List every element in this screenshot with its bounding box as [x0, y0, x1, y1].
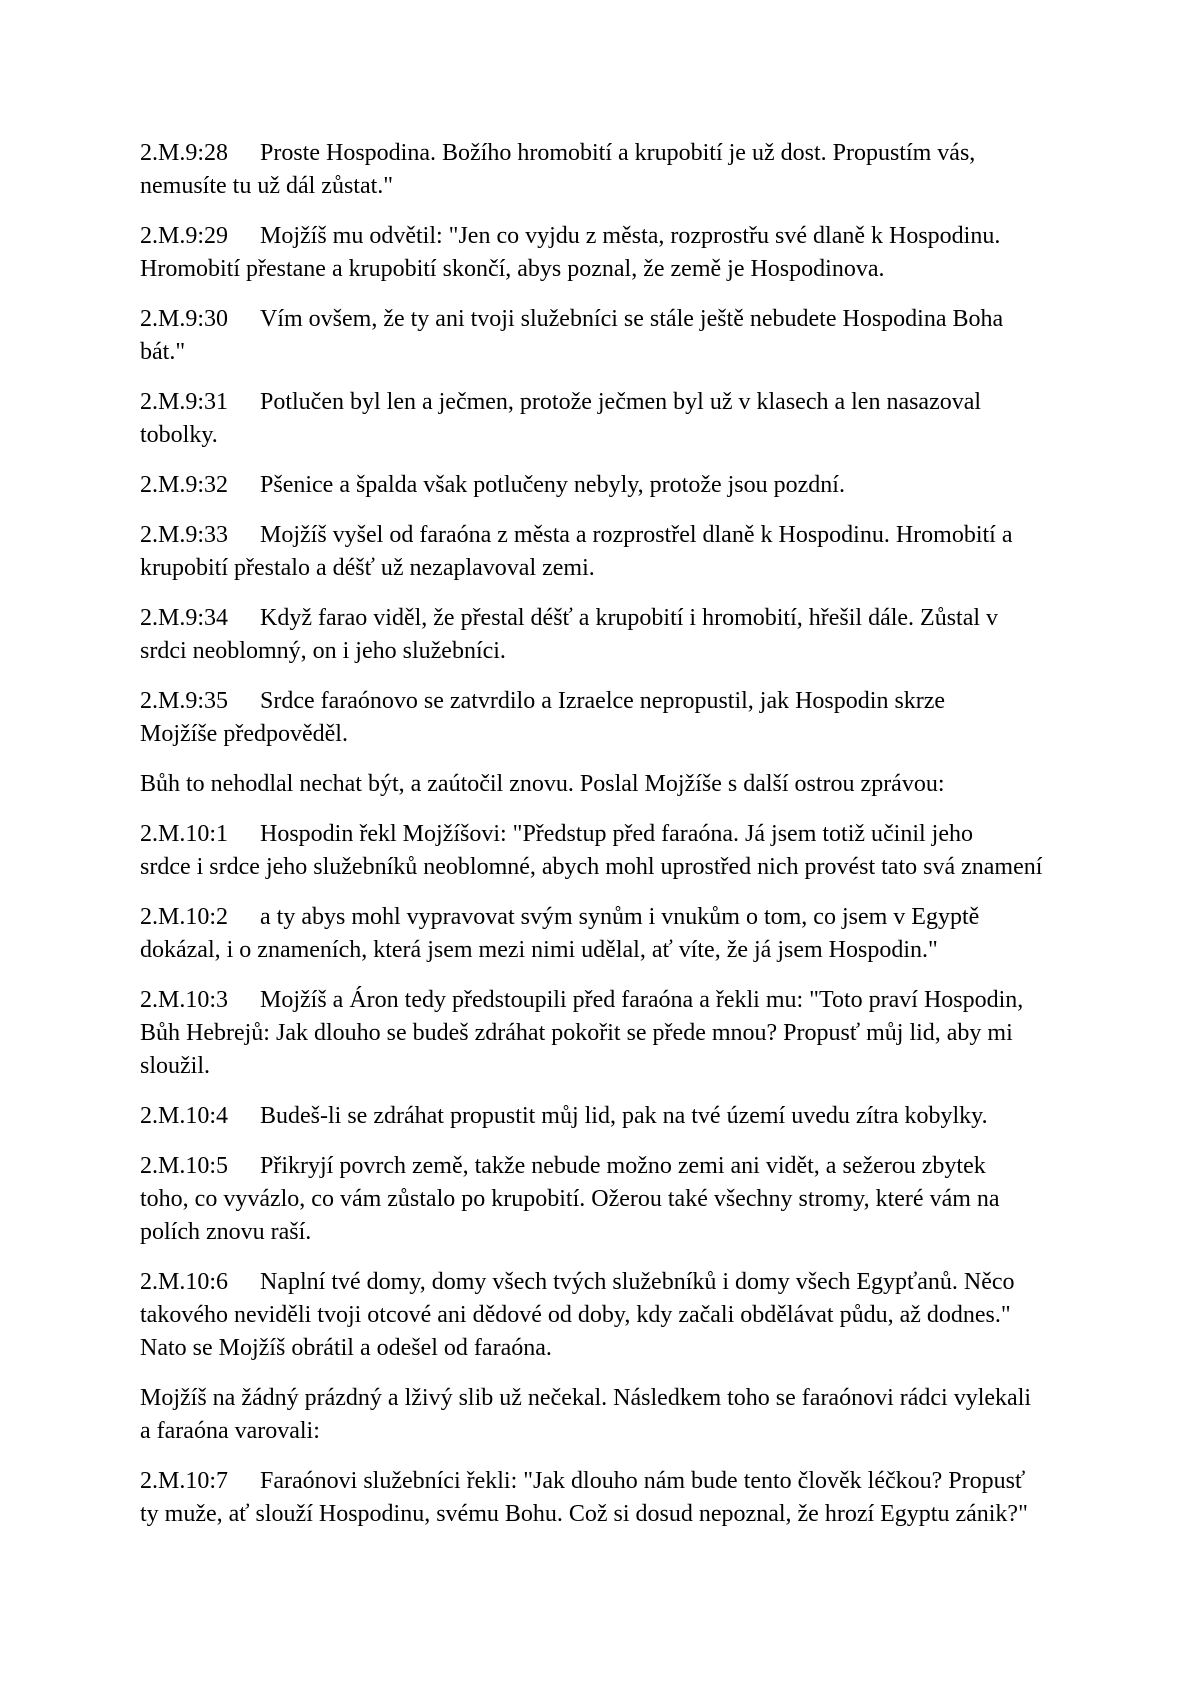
verse-text-line: Proste Hospodina. Božího hromobití a krupobití je už dost. Propustím vás, [260, 140, 976, 166]
verse-paragraph [140, 1266, 1130, 1365]
verse-ref: 2.M.10:5 [140, 1153, 229, 1179]
verse-text-line: Hromobití přestane a krupobití skončí, abys poznal, že země je Hospodinova. [140, 256, 885, 282]
verse-text-line: Přikryjí povrch země, takže nebude možno zemi ani vidět, a sežerou zbytek [260, 1153, 986, 1179]
verse-text-line: dokázal, i o znameních, která jsem mezi nimi udělal, ať víte, že já jsem Hospodin." [140, 937, 938, 963]
verse-text-line: takového neviděli tvoji otcové ani dědové od doby, kdy začali obdělávat půdu, až dodnes." [140, 1302, 1011, 1328]
verse-ref: 2.M.10:7 [140, 1468, 229, 1494]
verse-ref: 2.M.9:32 [140, 472, 229, 498]
verse-text-line: Mojžíš a Áron tedy předstoupili před faraóna a řekli mu: "Toto praví Hospodin, [260, 987, 1024, 1013]
commentary-text-line: a faraóna varovali: [140, 1418, 320, 1444]
verse-text-line: toho, co vyvázlo, co vám zůstalo po krupobití. Ožerou také všechny stromy, které vám na [140, 1186, 1000, 1212]
verse-text-line: Potlučen byl len a ječmen, protože ječmen byl už v klasech a len nasazoval [260, 389, 982, 415]
verse-ref: 2.M.9:30 [140, 306, 229, 332]
commentary-text-line: Bůh to nehodlal nechat být, a zaútočil znovu. Poslal Mojžíše s další ostrou zprávou: [140, 771, 945, 797]
verse-text-line: nemusíte tu už dál zůstat." [140, 173, 394, 199]
verse-text-line: srdci neoblomný, on i jeho služebníci. [140, 638, 506, 664]
verse-ref: 2.M.10:6 [140, 1269, 229, 1295]
verse-paragraph [140, 1100, 1130, 1133]
verse-paragraph [140, 602, 1130, 668]
verse-paragraph [140, 519, 1130, 585]
verse-text-line: polích znovu raší. [140, 1219, 312, 1245]
verse-text-line: Pšenice a špalda však potlučeny nebyly, protože jsou pozdní. [260, 472, 845, 498]
verse-paragraph [140, 220, 1130, 286]
verse-ref: 2.M.10:3 [140, 987, 229, 1013]
verse-text-line: Mojžíše předpověděl. [140, 721, 348, 747]
verse-text-line: krupobití přestalo a déšť už nezaplavoval zemi. [140, 555, 595, 581]
verse-text-line: Nato se Mojžíš obrátil a odešel od faraóna. [140, 1335, 552, 1361]
verse-text-line: srdce i srdce jeho služebníků neoblomné, abych mohl uprostřed nich provést tato svá znamení [140, 854, 1043, 880]
verse-paragraph [140, 303, 1130, 369]
verse-paragraph [140, 137, 1130, 203]
verse-paragraph [140, 1465, 1130, 1531]
verse-text-line: Budeš-li se zdráhat propustit můj lid, pak na tvé území uvedu zítra kobylky. [260, 1103, 988, 1129]
verse-text-line: Mojžíš mu odvětil: "Jen co vyjdu z města, rozprostřu své dlaně k Hospodinu. [260, 223, 1001, 249]
verse-paragraph [140, 818, 1130, 884]
verse-paragraph [140, 386, 1130, 452]
verse-text-line: Srdce faraónovo se zatvrdilo a Izraelce nepropustil, jak Hospodin skrze [260, 688, 946, 714]
verse-paragraph [140, 984, 1130, 1083]
verse-text-line: Bůh Hebrejů: Jak dlouho se budeš zdráhat pokořit se přede mnou? Propusť můj lid, aby mi [140, 1020, 1013, 1046]
verse-text-line: Mojžíš vyšel od faraóna z města a rozprostřel dlaně k Hospodinu. Hromobití a [260, 522, 1013, 548]
verse-paragraph [140, 685, 1130, 751]
verse-ref: 2.M.10:2 [140, 904, 229, 930]
verse-paragraph [140, 1150, 1130, 1249]
verse-ref: 2.M.9:28 [140, 140, 229, 166]
verse-text-line: tobolky. [140, 422, 218, 448]
verse-paragraph [140, 469, 1130, 502]
verse-text-line: Vím ovšem, že ty ani tvoji služebníci se stále ještě nebudete Hospodina Boha [260, 306, 1004, 332]
verse-ref: 2.M.10:1 [140, 821, 229, 847]
verse-ref: 2.M.9:29 [140, 223, 229, 249]
verse-ref: 2.M.10:4 [140, 1103, 229, 1129]
commentary-paragraph [140, 1382, 1130, 1448]
verse-text-line: Hospodin řekl Mojžíšovi: "Předstup před faraóna. Já jsem totiž učinil jeho [260, 821, 973, 847]
verse-ref: 2.M.9:34 [140, 605, 229, 631]
verse-text-line: bát." [140, 339, 186, 365]
verse-text-line: a ty abys mohl vypravovat svým synům i vnukům o tom, co jsem v Egyptě [260, 904, 980, 930]
verse-paragraph [140, 901, 1130, 967]
verse-text-line: Když farao viděl, že přestal déšť a krupobití i hromobití, hřešil dále. Zůstal v [260, 605, 999, 631]
verse-ref: 2.M.9:31 [140, 389, 229, 415]
verse-text-line: Faraónovi služebníci řekli: "Jak dlouho nám bude tento člověk léčkou? Propusť [260, 1468, 1026, 1494]
commentary-paragraph [140, 768, 1130, 801]
commentary-text-line: Mojžíš na žádný prázdný a lživý slib už nečekal. Následkem toho se faraónovi rádci vylekali [140, 1385, 1032, 1411]
verse-ref: 2.M.9:35 [140, 688, 229, 714]
verse-text-line: Naplní tvé domy, domy všech tvých služebníků i domy všech Egypťanů. Něco [260, 1269, 1015, 1295]
verse-text-line: sloužil. [140, 1053, 210, 1079]
verse-text-line: ty muže, ať slouží Hospodinu, svému Bohu. Což si dosud nepoznal, že hrozí Egyptu zánik?" [140, 1501, 1028, 1527]
verse-ref: 2.M.9:33 [140, 522, 229, 548]
